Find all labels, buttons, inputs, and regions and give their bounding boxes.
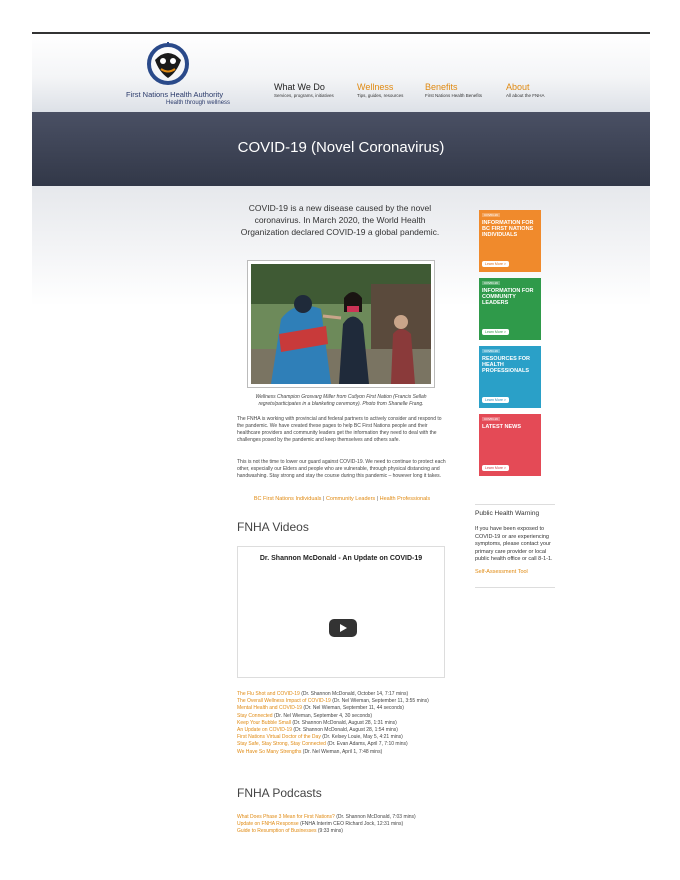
learn-more-button[interactable]: Learn More > — [482, 397, 509, 403]
card-tag: COVID-19 — [484, 417, 498, 421]
nav-title: Benefits — [425, 82, 458, 92]
blanketing-ceremony-photo — [251, 264, 431, 384]
divider — [475, 587, 555, 588]
intro-text: COVID-19 is a new disease caused by the novel coronavirus. In March 2020, the World Health Organization declared COVID-19 a global pandemic. — [240, 203, 440, 237]
nav-title: About — [506, 82, 530, 92]
site-header — [32, 34, 650, 112]
warning-text: If you have been exposed to COVID-19 or are experiencing symptoms, please contact your primary care provider or local public health office or call 8-1-1. — [475, 526, 553, 562]
video-link[interactable]: We Have So Many Strengths — [237, 748, 302, 755]
nav-subtitle: Services, programs, initiatives — [274, 93, 334, 98]
list-item — [237, 749, 449, 756]
video-info: (Dr. Nel Wieman, September 4, 30 seconds) — [272, 712, 373, 719]
video-info: (Dr. Nel Wieman, September 11, 44 seconds) — [302, 705, 404, 712]
nav-title: What We Do — [274, 82, 325, 92]
video-list — [237, 691, 449, 756]
nav-title: Wellness — [357, 82, 394, 92]
video-player[interactable] — [237, 546, 445, 678]
link-community-leaders[interactable]: Community Leaders — [325, 496, 376, 502]
video-link[interactable]: Stay Safe, Stay Strong, Stay Connected — [237, 741, 326, 748]
podcast-info: (Dr. Shannon McDonald, 7:03 mins) — [334, 814, 416, 820]
link-individuals[interactable]: BC First Nations Individuals — [253, 496, 322, 502]
card-tag: COVID-19 — [484, 349, 498, 353]
list-item — [237, 828, 449, 835]
feature-photo — [247, 260, 435, 388]
video-info: (Dr. Kelsey Louie, May 5, 4:21 mins) — [320, 734, 403, 741]
card-individuals[interactable] — [479, 210, 541, 272]
public-health-warning — [475, 504, 555, 588]
list-item — [237, 821, 449, 828]
fnha-logo[interactable] — [126, 42, 242, 106]
list-item — [237, 705, 449, 712]
podcasts-heading: FNHA Podcasts — [237, 786, 322, 800]
nav-subtitle: Tips, guides, resources — [357, 93, 404, 98]
video-link[interactable]: Mental Health and COVID-19 — [237, 705, 303, 712]
card-tag: COVID-19 — [484, 281, 498, 285]
video-title: Dr. Shannon McDonald - An Update on COVID-19 — [259, 555, 423, 562]
video-link[interactable]: An Update on COVID-19 — [237, 727, 293, 734]
learn-more-button[interactable]: Learn More > — [482, 465, 509, 471]
video-info: (Dr. Shannon McDonald, August 28, 1:31 mins) — [290, 719, 397, 726]
card-title: INFORMATION FOR BC FIRST NATIONS INDIVIDUALS — [482, 220, 534, 238]
page-frame — [32, 32, 650, 850]
list-item — [237, 698, 449, 705]
nav-what-we-do[interactable] — [274, 82, 334, 98]
body-paragraph: The FNHA is working with provincial and federal partners to actively consider and respond to the pandemic. We have created these pages to help BC First Nations people and their healthcare providers and community leaders get the information they need to deal with the challenges posed by the pandemic and keep themselves and others safe. — [237, 416, 442, 443]
video-link[interactable]: The Flu Shot and COVID-19 — [237, 691, 300, 697]
podcast-link[interactable]: Guide to Resumption of Businesses — [237, 828, 317, 835]
fnha-emblem-icon — [143, 42, 193, 86]
podcast-link[interactable]: What Does Phase 3 Mean for First Nations? — [237, 814, 335, 820]
list-item — [237, 727, 449, 734]
video-link[interactable]: Keep Your Bubble Small — [237, 719, 291, 726]
title-banner — [32, 112, 650, 186]
video-link[interactable]: The Overall Wellness Impact of COVID-19 — [237, 698, 331, 705]
self-assessment-link[interactable]: Self-Assessment Tool — [475, 568, 528, 575]
list-item — [237, 691, 449, 698]
card-community-leaders[interactable] — [479, 278, 541, 340]
audience-links — [242, 496, 442, 502]
play-icon[interactable] — [329, 619, 357, 637]
video-info: (Dr. Evan Adams, April 7, 7:10 mins) — [325, 741, 408, 748]
list-item — [237, 713, 449, 720]
link-separator: | — [322, 496, 326, 502]
card-title: LATEST NEWS — [482, 424, 522, 430]
podcast-info: (FNHA Interim CEO Richard Jock, 12:31 mins) — [298, 821, 404, 828]
video-info: (Dr. Shannon McDonald, October 14, 7:17 mins) — [299, 691, 409, 697]
list-item — [237, 720, 449, 727]
video-link[interactable]: Stay Connected — [237, 712, 273, 719]
video-link[interactable]: First Nations Virtual Doctor of the Day — [237, 734, 321, 741]
card-title: RESOURCES FOR HEALTH PROFESSIONALS — [482, 356, 530, 374]
page-title: COVID-19 (Novel Coronavirus) — [237, 139, 445, 156]
card-tag: COVID-19 — [484, 213, 498, 217]
nav-benefits[interactable] — [425, 82, 482, 98]
nav-wellness[interactable] — [357, 82, 403, 98]
videos-heading: FNHA Videos — [237, 520, 309, 534]
podcast-list — [237, 814, 449, 836]
card-latest-news[interactable] — [479, 414, 541, 476]
video-info: (Dr. Nel Wieman, April 1, 7:48 mins) — [301, 748, 383, 755]
nav-subtitle: All about the FNHA — [506, 93, 545, 98]
card-health-professionals[interactable] — [479, 346, 541, 408]
logo-name: First Nations Health Authority — [126, 90, 224, 99]
logo-tagline: Health through wellness — [166, 100, 231, 106]
nav-subtitle: First Nations Health Benefits — [425, 93, 483, 98]
list-item — [237, 734, 449, 741]
learn-more-button[interactable]: Learn More > — [482, 261, 509, 267]
list-item — [237, 814, 449, 821]
video-info: (Dr. Shannon McDonald, August 28, 1:54 mins) — [292, 727, 398, 734]
podcast-link[interactable]: Update on FNHA Response — [237, 821, 299, 828]
learn-more-button[interactable]: Learn More > — [482, 329, 509, 335]
divider — [475, 504, 555, 505]
nav-about[interactable] — [506, 82, 545, 98]
link-health-professionals[interactable]: Health Professionals — [379, 496, 431, 502]
photo-caption: Wellness Champion Grosvarg Miller from Cutlyon First Nation (Francis Sellah regrets/participates in a blanketing ceremony). Photo from Shanelle Frang. — [255, 394, 427, 407]
list-item — [237, 741, 449, 748]
warning-title: Public Health Warning — [475, 510, 540, 517]
video-info: (Dr. Nel Wieman, September 11, 3:55 mins) — [330, 698, 429, 705]
link-separator: | — [376, 496, 380, 502]
podcast-info: (9:33 mins) — [316, 828, 343, 835]
body-paragraph: This is not the time to lower our guard against COVID-19. We need to continue to protect each other, especially our Elders and people who are vulnerable, through physical distancing and handwashing. Stay strong and stay the course during this pandemic – however long it takes. — [237, 459, 446, 479]
card-title: INFORMATION FOR COMMUNITY LEADERS — [482, 288, 534, 306]
